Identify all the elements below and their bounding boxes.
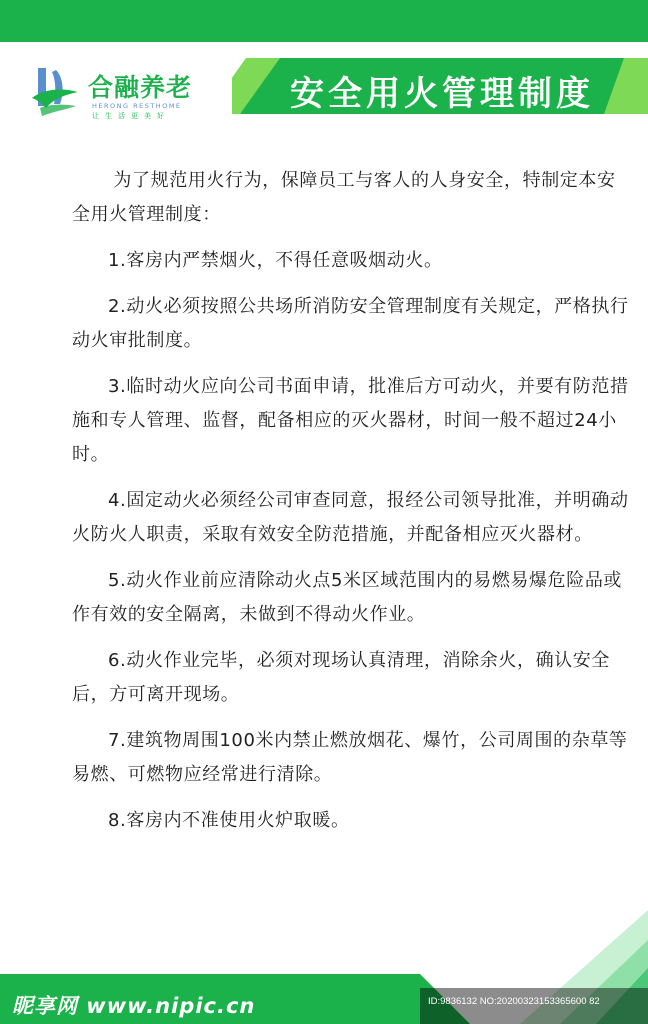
watermark-text: 昵享网 www.nipic.cn bbox=[12, 994, 256, 1018]
watermark-id: ID:9836132 NO:20200323153365600 82 bbox=[428, 996, 600, 1007]
rule-item: 7.建筑物周围100米内禁止燃放烟花、爆竹，公司周围的杂草等易燃、可燃物应经常进行清除。 bbox=[72, 730, 628, 785]
rule-item: 3.临时动火应向公司书面申请，批准后方可动火，并要有防范措施和专人管理、监督，配备相应的灭火器材，时间一般不超过24小时。 bbox=[72, 376, 629, 465]
rule-item: 4.固定动火必须经公司审查同意，报经公司领导批准，并明确动火防火人职责，采取有效安全防范措施，并配备相应灭火器材。 bbox=[72, 490, 629, 545]
rule-item: 2.动火必须按照公共场所消防安全管理制度有关规定，严格执行动火审批制度。 bbox=[72, 296, 629, 351]
intro-paragraph: 为了规范用火行为，保障员工与客人的人身安全，特制定本安全用火管理制度： bbox=[72, 170, 616, 225]
logo-name-en: HERONG RESTHOME bbox=[92, 102, 182, 110]
rule-item: 8.客房内不准使用火炉取暖。 bbox=[108, 810, 350, 831]
page-title: 安全用火管理制度 bbox=[290, 74, 594, 114]
rule-item: 5.动火作业前应清除动火点5米区域范围内的易燃易爆危险品或作有效的安全隔离，未做到不得动火作业。 bbox=[72, 570, 623, 625]
logo-name-cn: 合融养老 bbox=[88, 73, 193, 102]
rule-item: 1.客房内严禁烟火，不得任意吸烟动火。 bbox=[108, 250, 443, 271]
logo-slogan: 让生活更美好 bbox=[92, 112, 170, 120]
rule-item: 6.动火作业完毕，必须对现场认真清理，消除余火，确认安全后，方可离开现场。 bbox=[72, 650, 610, 705]
